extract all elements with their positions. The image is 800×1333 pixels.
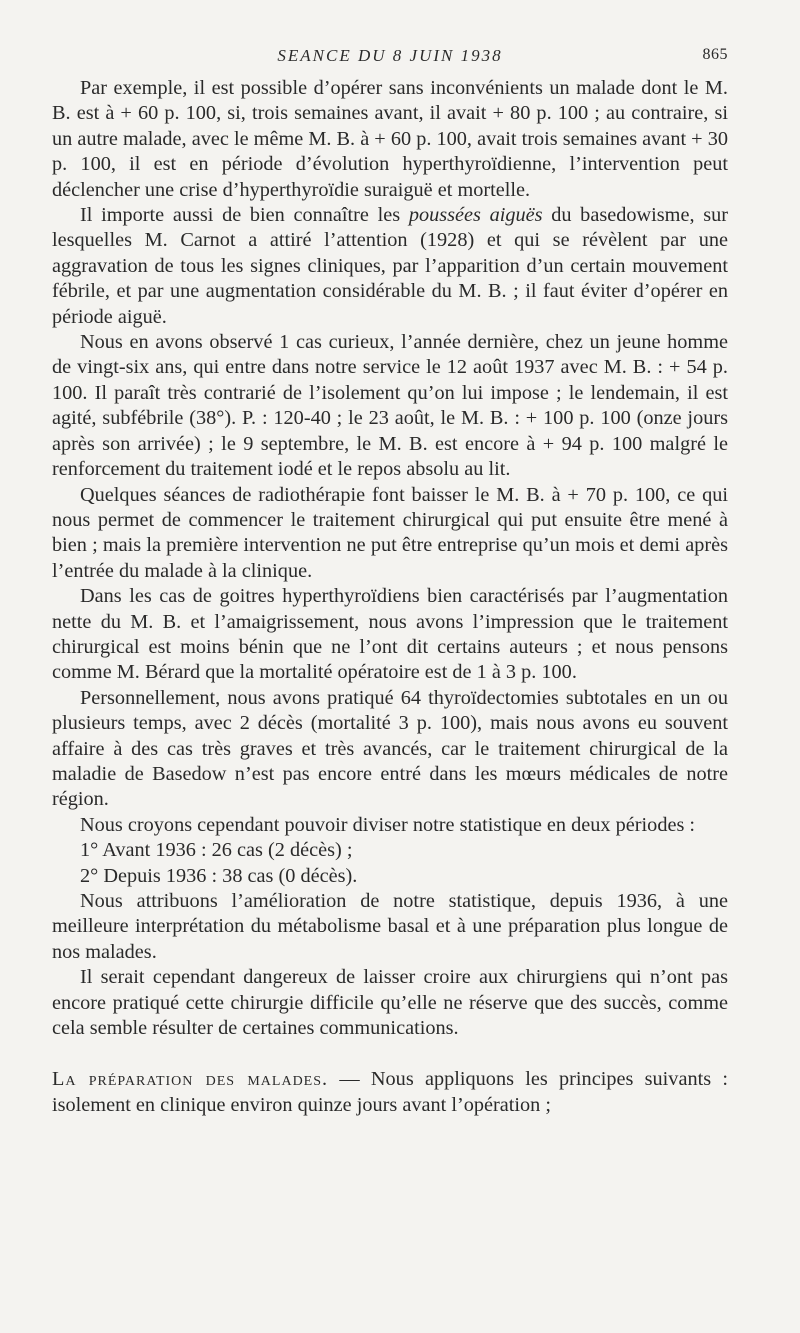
paragraph: Personnellement, nous avons pratiqué 64 thyroïdectomies subtotales en un ou plusieurs temps, avec 2 décès (mortalité 3 p. 100), mais nous avons eu souvent affaire à des cas très graves et très avancés, car le traitement chirurgical de la maladie de Basedow n’est pas encore entré dans les mœurs médicales de notre région. [52,686,728,811]
list-item: 2° Depuis 1936 : 38 cas (0 décès). [80,864,358,887]
paragraph: Il serait cependant dangereux de laisser croire aux chirurgiens qui n’ont pas encore pratiqué cette chirurgie difficile qu’elle ne réserve que des succès, comme cela semble résulter de certaines communications. [52,966,728,1040]
running-head [52,40,728,76]
paragraph [52,203,728,330]
paragraph: Par exemple, il est possible d’opérer sans inconvénients un malade dont le M. B. est à + 60 p. 100, si, trois semaines avant, il avait + 80 p. 100 ; au contraire, si un autre malade, avec le même M. B. à + 60 p. 100, avait trois semaines avant + 30 p. 100, il est en période d’évolution hyperthyroïdienne, l’intervention peut déclencher une crise d’hyperthyroïdie suraiguë et mortelle. [52,77,728,201]
emphasis-text: poussées aiguës [408,204,543,227]
body-text [52,76,728,1118]
paragraph: Nous attribuons l’amélioration de notre statistique, depuis 1936, à une meilleure interprétation du métabolisme basal et à une préparation plus longue de nos malades. [52,890,728,963]
paragraph: Dans les cas de goitres hyperthyroïdiens bien caractérisés par l’augmentation nette du M. B. et l’amaigrissement, nous avons l’impression que le traitement chirurgical est moins bénin que ne l’ont dit certains auteurs ; et nous pensons comme M. Bérard que la mortalité opératoire est de 1 à 3 p. 100. [52,585,728,684]
paragraph-text: du basedowisme, sur lesquelles M. Carnot a attiré l’attention (1928) et qui se révèlent par une aggravation de tous les signes cliniques, par l’apparition d’un certain mouvement fébrile, et par une augmentation considérable du M. B. ; il faut éviter d’opérer en période aiguë. [52,204,728,328]
paragraph: Quelques séances de radiothérapie font baisser le M. B. à + 70 p. 100, ce qui nous permet de commencer le traitement chirurgical qui put ensuite être mené à bien ; mais la première intervention ne put être entreprise qu’un mois et demi après l’entrée du malade à la clinique. [52,483,728,582]
paragraph: Nous croyons cependant pouvoir diviser notre statistique en deux périodes : [80,813,696,836]
paragraph: Nous en avons observé 1 cas curieux, l’année dernière, chez un jeune homme de vingt-six ans, qui entre dans notre service le 12 août 1937 avec M. B. : + 54 p. 100. Il paraît très contrarié de l’isolement qu’on lui impose ; le lendemain, il est agité, subfébrile (38°). P. : 120-40 ; le 23 août, le M. B. : + 100 p. 100 (onze jours après son arrivée) ; le 9 septembre, le M. B. est encore à + 94 p. 100 malgré le renforcement du traitement iodé et le repos absolu au lit. [52,331,728,481]
document-page [52,40,728,1118]
paragraph-text: Il importe aussi de bien connaître les [80,204,409,227]
running-head-title: SEANCE DU 8 JUIN 1938 [277,46,503,65]
section-paragraph [52,1067,728,1118]
section-text: — Nous appliquons les principes suivants : isolement en clinique environ quinze jours avant l’opération ; [52,1068,729,1116]
list-item: 1° Avant 1936 : 26 cas (2 décès) ; [80,839,353,862]
section-heading: La préparation des malades. [52,1068,329,1091]
page-number: 865 [702,46,728,63]
